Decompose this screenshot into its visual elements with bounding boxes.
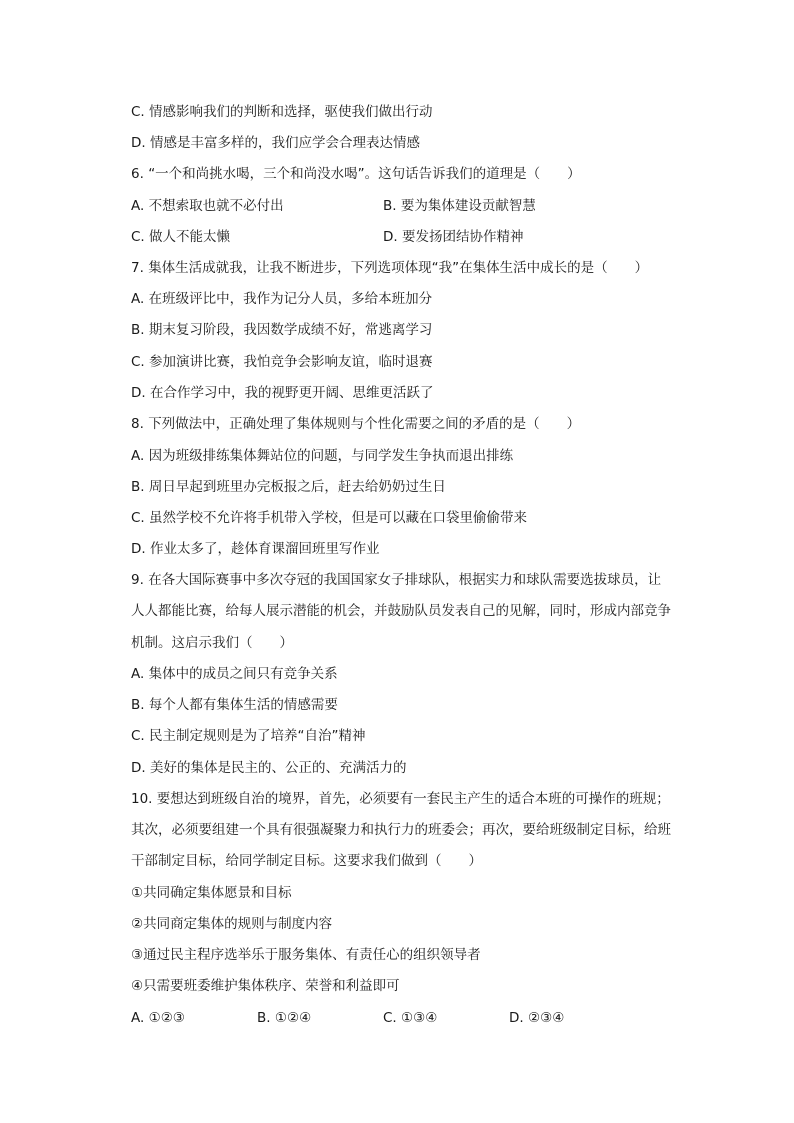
option-text: 作业太多了，趁体育课溜回班里写作业	[149, 541, 380, 557]
option-letter: C.	[131, 510, 145, 526]
option-text: 在班级评比中，我作为记分人员，多给本班加分	[148, 291, 433, 307]
q7-option-a	[131, 289, 432, 309]
option-text: 虽然学校不允许将手机带入学校，但是可以藏在口袋里偷偷带来	[149, 510, 528, 526]
option-letter: A.	[131, 1010, 145, 1026]
q10-statement-1: ①共同确定集体愿景和目标	[131, 885, 292, 901]
option-text: ①②③	[148, 1010, 185, 1026]
q6-option-d	[383, 227, 523, 247]
q8-option-b	[131, 477, 446, 497]
option-letter: B.	[131, 697, 145, 713]
option-letter: D.	[131, 135, 146, 151]
option-letter: B.	[383, 198, 397, 214]
option-text: 民主制定规则是为了培养“自治”精神	[149, 728, 366, 744]
option-letter: D.	[131, 541, 146, 557]
option-letter: A.	[131, 666, 145, 682]
question-number: 9.	[131, 572, 144, 588]
q10-statement-3: ③通过民主程序选举乐于服务集体、有责任心的组织领导者	[131, 947, 481, 963]
question-number: 8.	[131, 416, 144, 432]
option-letter: D.	[509, 1010, 524, 1026]
q9-option-a	[131, 664, 338, 684]
option-text: 周日早起到班里办完板报之后，赶去给奶奶过生日	[148, 479, 446, 495]
q6-option-b	[383, 196, 536, 216]
option-text: ②③④	[527, 1010, 565, 1026]
option-text: 每个人都有集体生活的情感需要	[148, 697, 338, 713]
question-stem: 在各大国际赛事中多次夺冠的我国国家女子排球队，根据实力和球队需要选拔球员，让	[148, 572, 662, 588]
option-text: 做人不能太懒	[149, 229, 231, 245]
option-text: 要发扬团结协作精神	[401, 229, 524, 245]
q9-stem-line-2: 人人都能比赛，给每人展示潜能的机会，并鼓励队员发表自己的见解，同时，形成内部竞争	[131, 603, 671, 619]
option-letter: B.	[131, 322, 145, 338]
question-stem: “一个和尚挑水喝，三个和尚没水喝”。这句话告诉我们的道理是（ ）	[148, 166, 581, 182]
option-text: 要为集体建设贡献智慧	[400, 198, 536, 214]
question-stem: 要想达到班级自治的境界，首先，必须要有一套民主产生的适合本班的可操作的班规；	[156, 791, 670, 807]
q6-option-a	[131, 196, 284, 216]
q10-stem-line-2: 其次，必须要组建一个具有很强凝聚力和执行力的班委会；再次，要给班级制定目标，给班	[131, 822, 671, 838]
q10-statement-2: ②共同商定集体的规则与制度内容	[131, 916, 333, 932]
q10-statement-4: ④只需要班委维护集体秩序、荣誉和利益即可	[131, 978, 400, 994]
q8-option-a	[131, 446, 513, 466]
option-letter: B.	[257, 1010, 271, 1026]
option-text: 情感影响我们的判断和选择，驱使我们做出行动	[149, 104, 433, 120]
question-stem: 集体生活成就我，让我不断进步，下列选项体现“我”在集体生活中成长的是（ ）	[148, 260, 649, 276]
option-letter: C.	[131, 104, 145, 120]
option-text: 因为班级排练集体舞站位的问题，与同学发生争执而退出排练	[148, 448, 514, 464]
option-text: 集体中的成员之间只有竞争关系	[148, 666, 338, 682]
q6-option-c	[131, 227, 230, 247]
q10-option-d	[509, 1008, 564, 1028]
q10-stem-line-1	[131, 789, 670, 809]
q6-stem	[131, 164, 581, 184]
option-letter: C.	[131, 728, 145, 744]
q8-stem	[131, 414, 580, 434]
q9-option-b	[131, 695, 338, 715]
option-letter: A.	[131, 198, 145, 214]
option-letter: D.	[131, 760, 146, 776]
option-text: 期末复习阶段，我因数学成绩不好，常逃离学习	[148, 322, 433, 338]
q7-option-d	[131, 383, 433, 403]
option-letter: A.	[131, 448, 145, 464]
q8-option-c	[131, 508, 527, 528]
q10-option-a	[131, 1008, 185, 1028]
q10-stem-line-3: 干部制定目标，给同学制定目标。这要求我们做到（ ）	[131, 853, 482, 869]
q10-option-c	[383, 1008, 437, 1028]
option-text: 美好的集体是民主的、公正的、充满活力的	[149, 760, 407, 776]
question-stem: 下列做法中，正确处理了集体规则与个性化需要之间的矛盾的是（ ）	[148, 416, 581, 432]
question-number: 10.	[131, 791, 153, 807]
question-number: 7.	[131, 260, 144, 276]
option-letter: D.	[383, 229, 398, 245]
q5-option-c	[131, 102, 433, 122]
q7-option-c	[131, 352, 433, 372]
q9-option-c	[131, 726, 366, 746]
q10-option-b	[257, 1008, 311, 1028]
option-text: 在合作学习中，我的视野更开阔、思维更活跃了	[149, 385, 434, 401]
q5-option-d	[131, 133, 420, 153]
option-text: 情感是丰富多样的，我们应学会合理表达情感	[149, 135, 420, 151]
q9-stem-line-3: 机制。这启示我们（ ）	[131, 635, 293, 651]
option-letter: C.	[131, 229, 145, 245]
q7-stem	[131, 258, 648, 278]
option-text: ①③④	[401, 1010, 438, 1026]
option-letter: C.	[131, 354, 145, 370]
option-letter: A.	[131, 291, 145, 307]
q9-option-d	[131, 758, 406, 778]
q8-option-d	[131, 539, 379, 559]
option-letter: D.	[131, 385, 146, 401]
option-text: 不想索取也就不必付出	[148, 198, 284, 214]
option-letter: C.	[383, 1010, 397, 1026]
q9-stem-line-1	[131, 570, 661, 590]
q7-option-b	[131, 320, 432, 340]
option-letter: B.	[131, 479, 145, 495]
option-text: 参加演讲比赛，我怕竞争会影响友谊，临时退赛	[149, 354, 433, 370]
option-text: ①②④	[274, 1010, 312, 1026]
question-number: 6.	[131, 166, 144, 182]
